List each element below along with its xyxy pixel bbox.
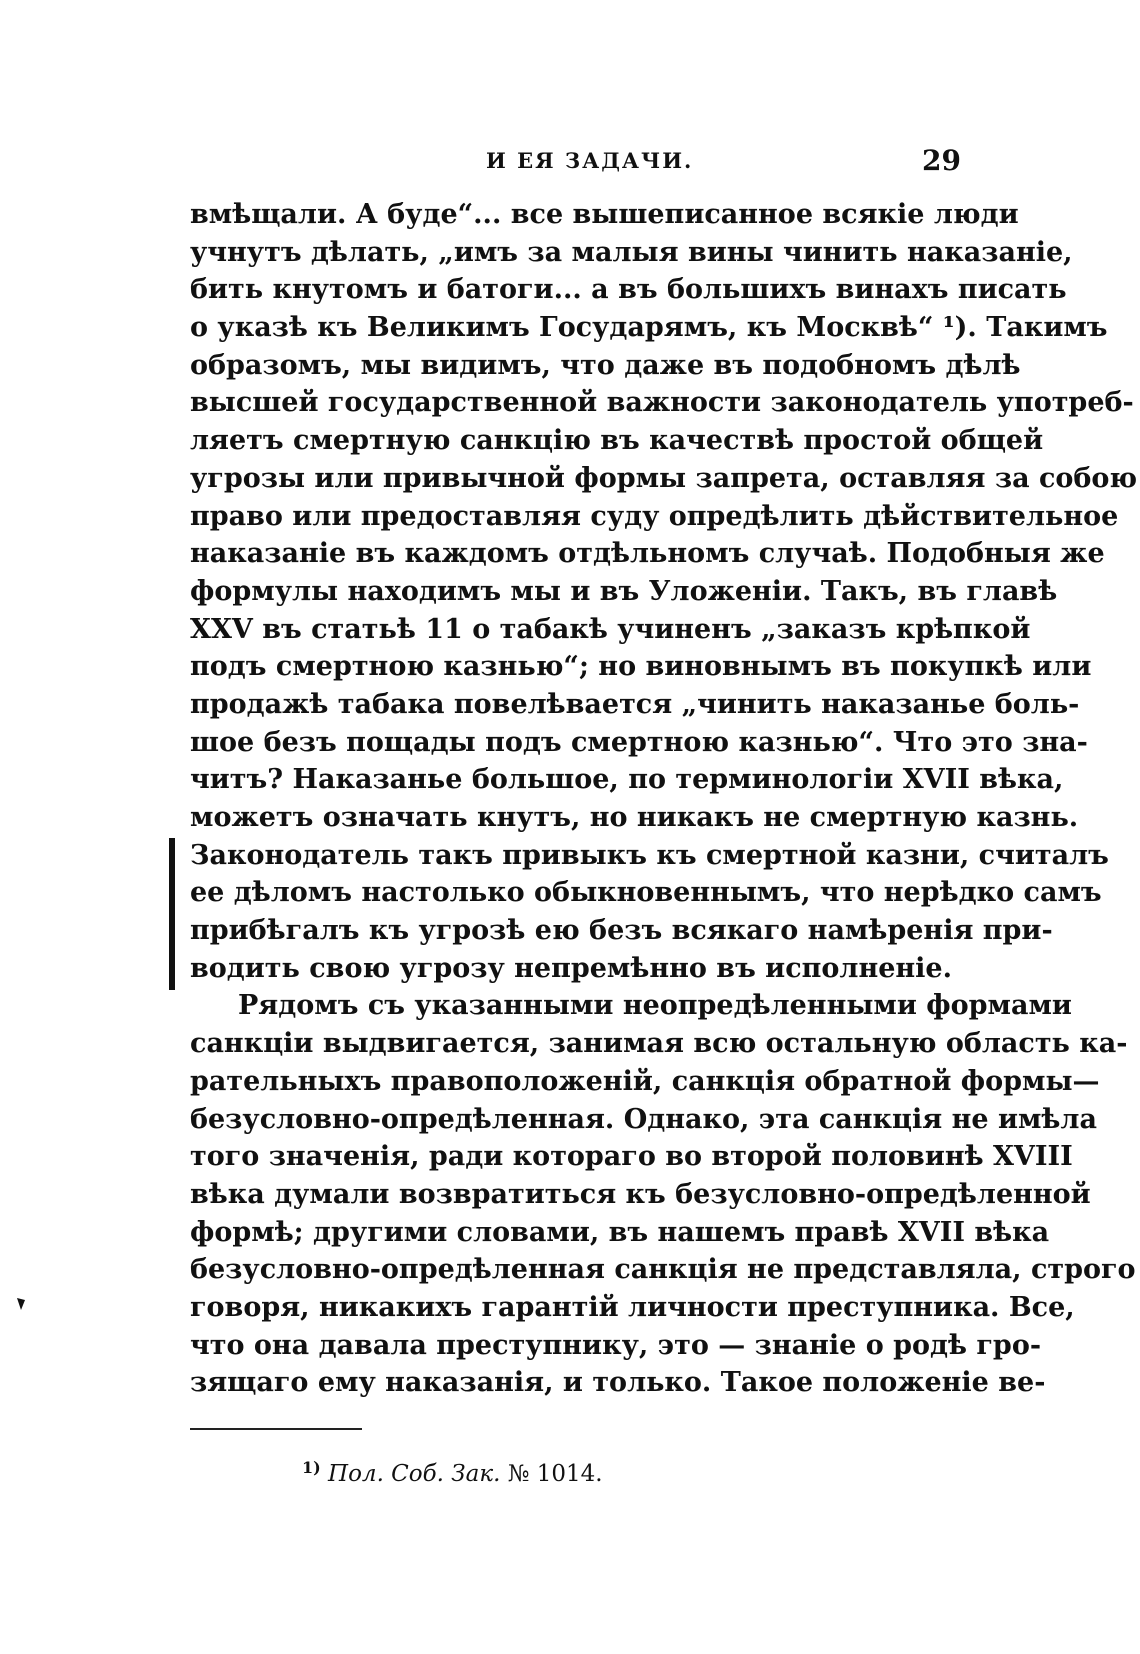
text-line: право или предоставляя суду опредѣлить дѣйствительное [190,500,1119,532]
text-line: о указѣ къ Великимъ Государямъ, къ Москвѣ“ ¹). Такимъ [190,312,1108,344]
text-line: рательныхъ правоположеній, санкція обратной формы— [190,1065,1100,1097]
text-line: угрозы или привычной формы запрета, оставляя за собою [190,462,1138,494]
footnote-number: № 1014. [507,1461,603,1487]
footnote-source: Пол. Соб. Зак. [328,1461,501,1487]
text-line: высшей государственной важности законодатель употреб- [190,387,1134,419]
text-line: наказаніе въ каждомъ отдѣльномъ случаѣ. Подобныя же [190,538,1105,570]
text-line: прибѣгалъ къ угрозѣ ею безъ всякаго намѣренія при- [190,915,1053,947]
text-line: вмѣщали. А буде“... все вышеписанное всякіе люди [190,199,1019,230]
paragraph-end-line: водить свою угрозу непремѣнно въ исполненіе. [190,952,952,984]
body-text [190,196,1138,1402]
text-line: ляетъ смертную санкцію въ качествѣ простой общей [190,425,1044,457]
text-line: учнутъ дѣлать, „имъ за малыя вины чинить наказаніе, [190,236,1073,268]
text-line: бить кнутомъ и батоги... а въ большихъ винахъ писать [190,274,1067,306]
text-line: того значенія, ради котораго во второй половинѣ XVIII [190,1141,1073,1173]
text-line: говоря, никакихъ гарантій личности преступника. Все, [190,1291,1075,1323]
text-line: ее дѣломъ настолько обыкновеннымъ, что нерѣдко самъ [190,877,1102,909]
text-line: подъ смертною казнью“; но виновнымъ въ покупкѣ или [190,651,1092,683]
paragraph-start-line: Рядомъ съ указанными неопредѣленными формами [238,990,1072,1022]
running-title: И ЕЯ ЗАДАЧИ. [486,148,694,173]
text-line: формѣ; другими словами, въ нашемъ правѣ XVII вѣка [190,1216,1050,1248]
footnote-mark: 1) [302,1458,321,1477]
text-line: зящаго ему наказанія, и только. Такое положеніе ве- [190,1367,1046,1399]
text-line: безусловно-опредѣленная. Однако, эта санкція не имѣла [190,1103,1097,1135]
text-line: безусловно-опредѣленная санкція не представляла, строго [190,1254,1136,1286]
page-number: 29 [922,144,961,177]
text-line: санкціи выдвигается, занимая всю остальную область ка- [190,1028,1128,1060]
footnote-rule [190,1428,362,1430]
ink-mark [15,1296,27,1312]
text-line: образомъ, мы видимъ, что даже въ подобномъ дѣлѣ [190,349,1021,381]
text-line: XXV въ статьѣ 11 о табакѣ учиненъ „заказъ крѣпкой [190,613,1031,645]
text-line: шое безъ пощады подъ смертною казнью“. Что это зна- [190,726,1088,758]
text-line: продажѣ табака повелѣвается „чинить наказанье боль- [190,688,1080,720]
text-line: можетъ означать кнутъ, но никакъ не смертную казнь. [190,802,1079,833]
text-line: что она давала преступнику, это — знаніе о родѣ гро- [190,1329,1042,1361]
text-line: Законодатель такъ привыкъ къ смертной казни, считалъ [190,839,1109,871]
footnote [302,1458,603,1487]
text-line: вѣка думали возвратиться къ безусловно-опредѣленной [190,1178,1091,1210]
running-head [0,144,1140,188]
text-line: формулы находимъ мы и въ Уложеніи. Такъ, въ главѣ [190,575,1058,607]
margin-marker-bar [169,838,175,990]
text-line: читъ? Наказанье большое, по терминологіи XVII вѣка, [190,764,1064,796]
